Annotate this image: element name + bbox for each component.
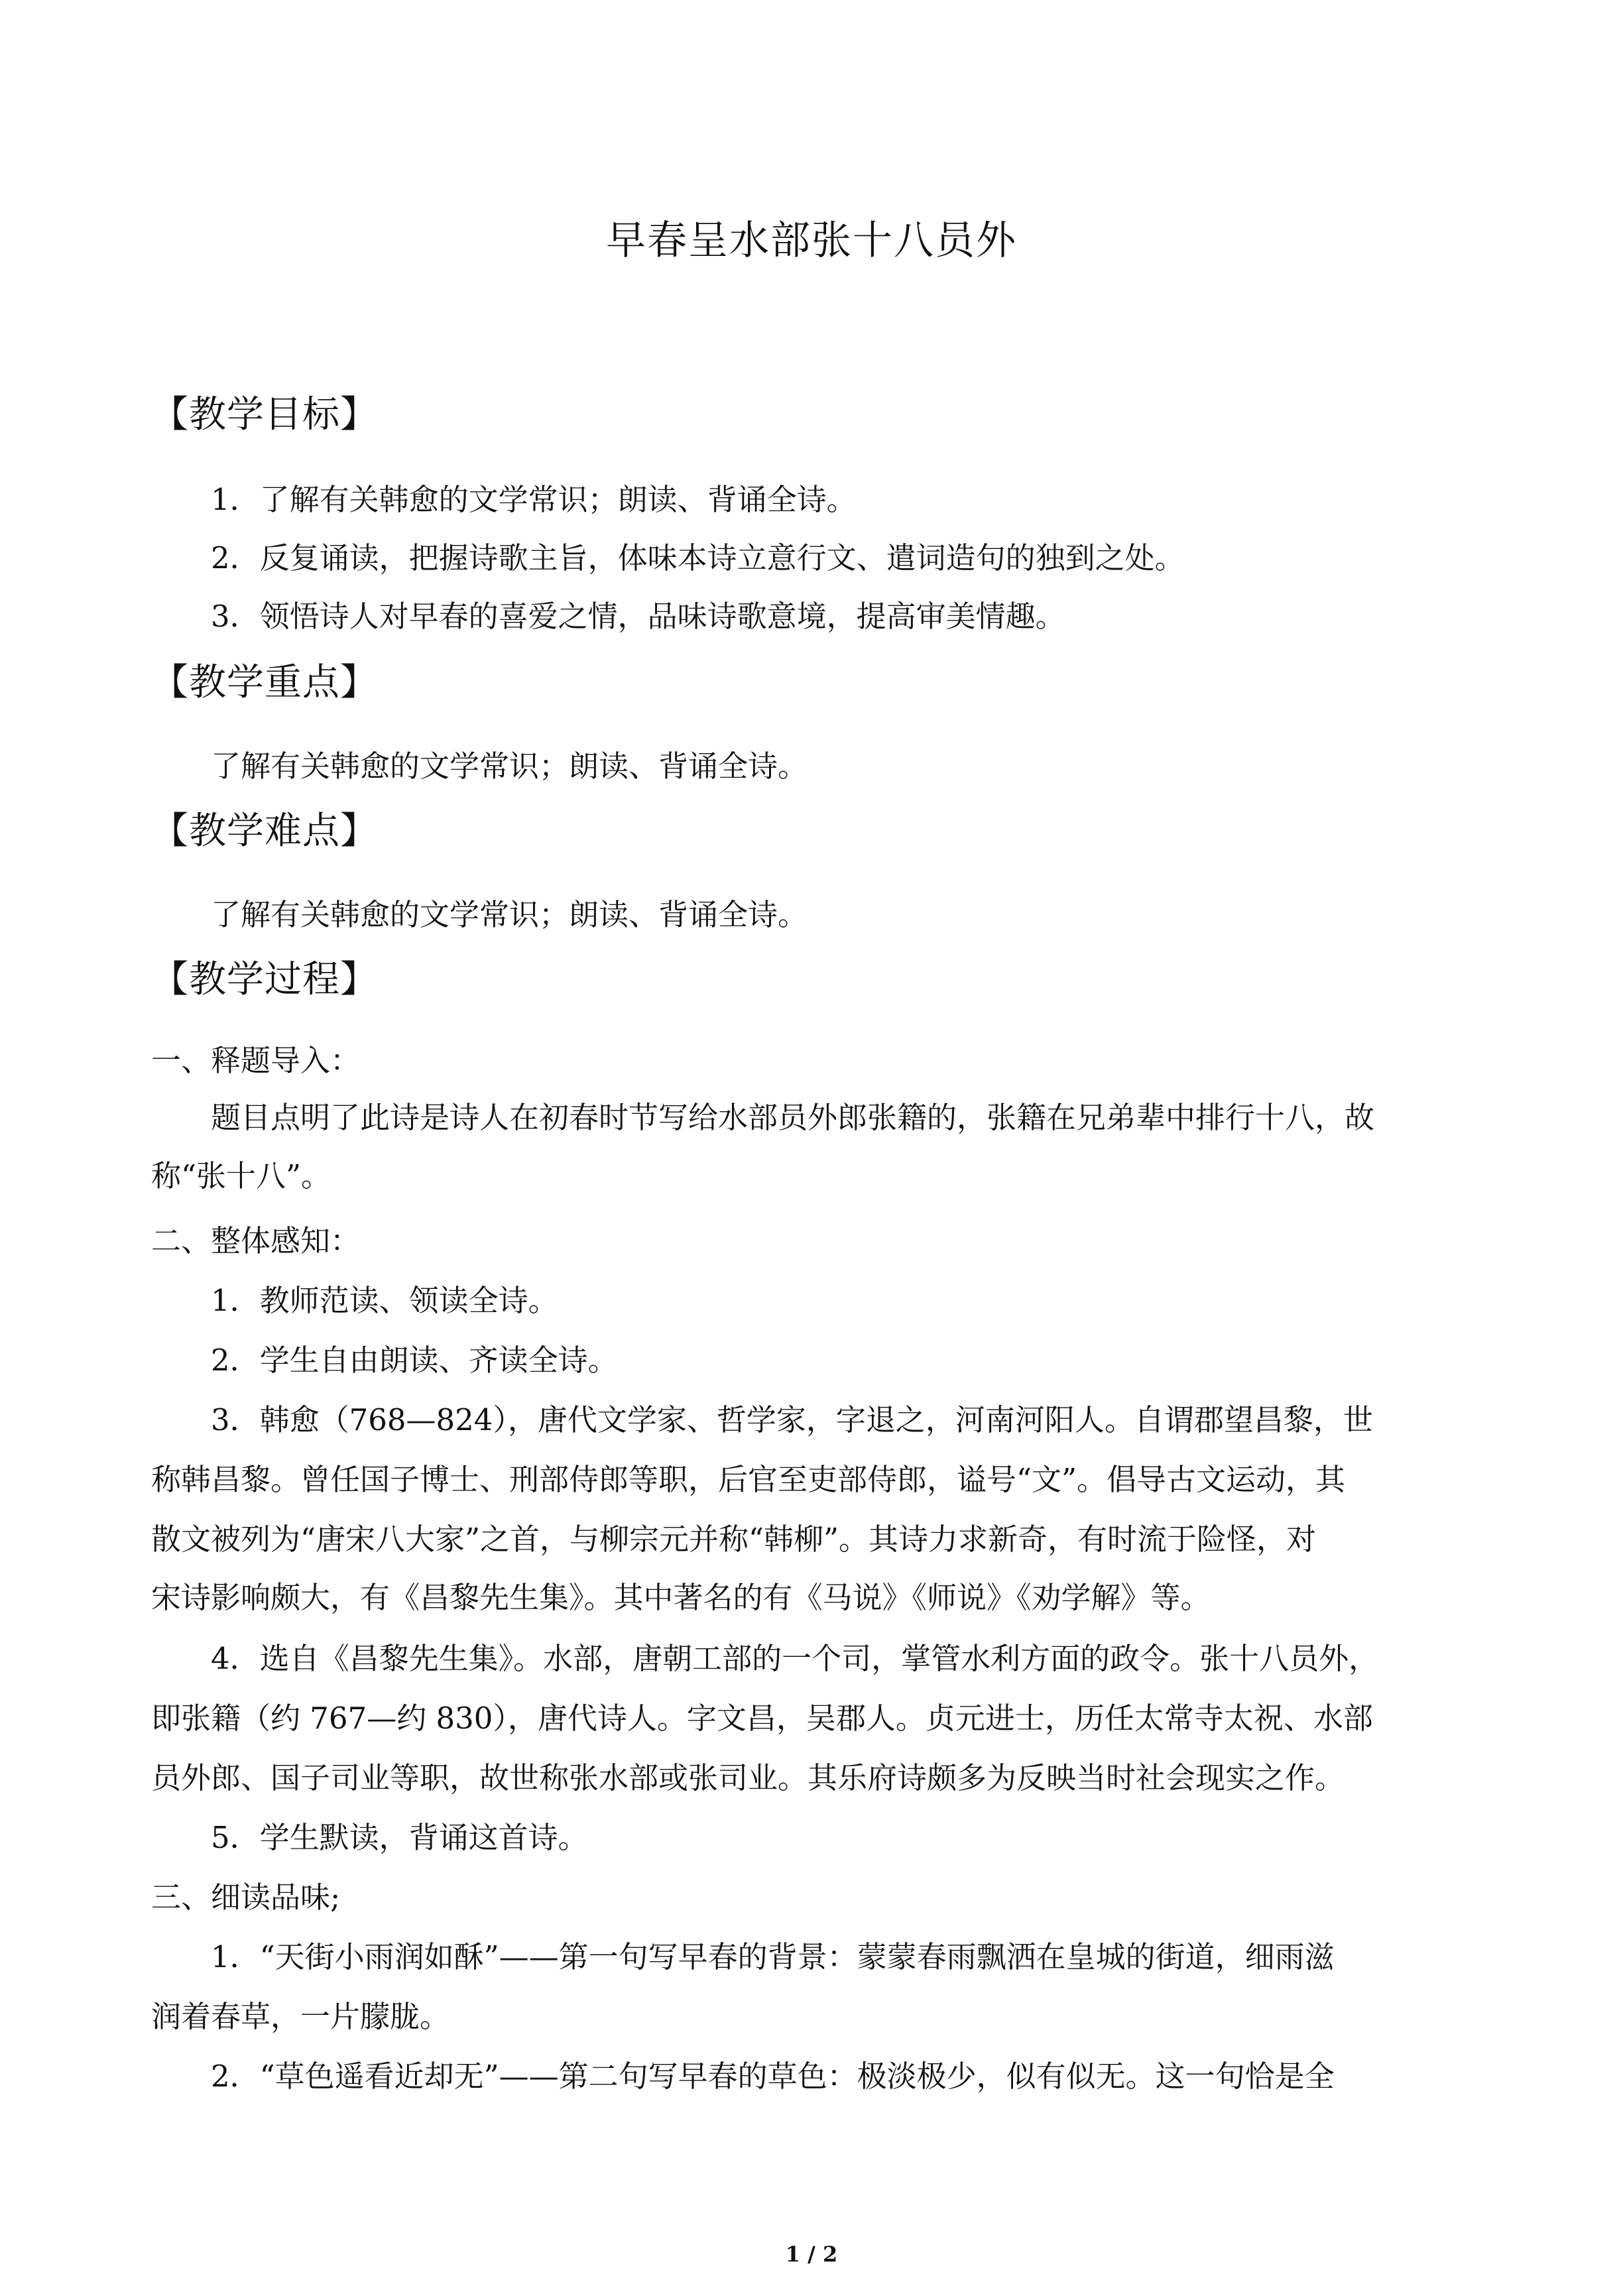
difficulties-heading: 【教学难点】	[151, 810, 378, 853]
process-part1-heading: 一、释题导入：	[151, 1043, 361, 1078]
process-part2-item-3-line-1: 3．韩愈（768—824），唐代文学家、哲学家，字退之，河南河阳人。自谓郡望昌黎，世	[211, 1402, 1373, 1437]
process-part2-heading: 二、整体感知：	[151, 1223, 361, 1258]
difficulties-text: 了解有关韩愈的文学常识；朗读、背诵全诗。	[211, 897, 808, 932]
key-points-heading: 【教学重点】	[151, 661, 378, 704]
process-part2-item-2: 2．学生自由朗读、齐读全诗。	[211, 1343, 618, 1378]
objective-item-1: 1．了解有关韩愈的文学常识；朗读、背诵全诗。	[211, 482, 857, 517]
process-part3-item-1-line-2: 润着春草，一片朦胧。	[151, 1999, 450, 2034]
document-title: 早春呈水部张十八员外	[606, 217, 1017, 264]
process-part2-item-4-line-3: 员外郎、国子司业等职，故世称张水部或张司业。其乐府诗颇多为反映当时社会现实之作。	[151, 1760, 1345, 1795]
process-part3-item-1-line-1: 1．“天街小雨润如酥”——第一句写早春的背景：蒙蒙春雨飘洒在皇城的街道，细雨滋	[211, 1939, 1335, 1974]
process-part1-line-1: 题目点明了此诗是诗人在初春时节写给水部员外郎张籍的，张籍在兄弟辈中排行十八，故	[211, 1100, 1375, 1135]
process-heading: 【教学过程】	[151, 958, 378, 1001]
process-part3-item-2: 2．“草色遥看近却无”——第二句写早春的草色：极淡极少，似有似无。这一句恰是全	[211, 2059, 1335, 2094]
process-part2-item-5: 5．学生默读，背诵这首诗。	[211, 1820, 588, 1855]
key-points-text: 了解有关韩愈的文学常识；朗读、背诵全诗。	[211, 749, 808, 784]
process-part2-item-3-line-4: 宋诗影响颇大，有《昌黎先生集》。其中著名的有《马说》《师说》《劝学解》等。	[151, 1580, 1211, 1615]
objective-item-2: 2．反复诵读，把握诗歌主旨，体味本诗立意行文、遣词造句的独到之处。	[211, 540, 1185, 575]
objectives-heading: 【教学目标】	[151, 393, 378, 436]
process-part2-item-3-line-2: 称韩昌黎。曾任国子博士、刑部侍郎等职，后官至吏部侍郎，谥号“文”。倡导古文运动，其	[151, 1462, 1346, 1497]
process-part2-item-4-line-1: 4．选自《昌黎先生集》。水部，唐朝工部的一个司，掌管水利方面的政令。张十八员外，	[211, 1641, 1379, 1676]
process-part2-item-1: 1．教师范读、领读全诗。	[211, 1283, 558, 1318]
objective-item-3: 3．领悟诗人对早春的喜爱之情，品味诗歌意境，提高审美情趣。	[211, 599, 1065, 634]
process-part1-line-2: 称“张十八”。	[151, 1158, 331, 1193]
page-number: 1 / 2	[785, 2242, 838, 2267]
process-part3-heading: 三、细读品味;	[151, 1880, 341, 1915]
process-part2-item-3-line-3: 散文被列为“唐宋八大家”之首，与柳宗元并称“韩柳”。其诗力求新奇，有时流于险怪，对	[151, 1522, 1317, 1557]
process-part2-item-4-line-2: 即张籍（约 767—约 830），唐代诗人。字文昌，吴郡人。贞元进士，历任太常寺太祝、水部	[151, 1701, 1373, 1736]
